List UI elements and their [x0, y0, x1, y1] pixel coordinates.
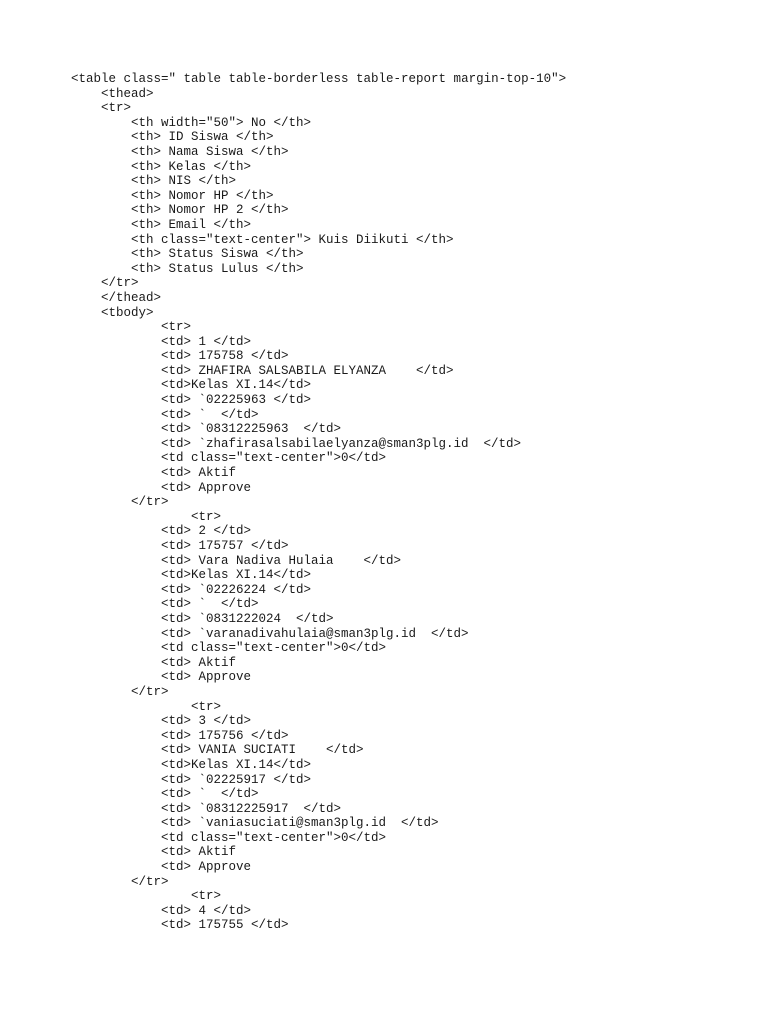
code-line [0, 758, 768, 773]
code-line [0, 320, 768, 335]
code-line-text: <td> Vara Nadiva Hulaia </td> [161, 553, 402, 568]
code-line-text: <td> `varanadivahulaia@sman3plg.id </td> [161, 626, 469, 641]
code-line [0, 670, 768, 685]
code-line-text: <th> ID Siswa </th> [131, 130, 274, 145]
code-line-text: </tr> [131, 684, 169, 699]
code-line [0, 510, 768, 525]
code-line-text: <td> Aktif [161, 845, 237, 860]
code-line [0, 349, 768, 364]
code-line-text: <td> Aktif [161, 466, 237, 481]
code-line-text: <th> Kelas </th> [131, 159, 252, 174]
code-line-text: <td>Kelas XI.14</td> [161, 757, 312, 772]
code-line-text: <td> Approve [161, 670, 252, 685]
code-line-text: <table class=" table table-borderless table-report margin-top-10"> [71, 72, 567, 86]
code-line [0, 306, 768, 321]
code-line [0, 597, 768, 612]
code-line-text: <td> ` </td> [161, 787, 259, 802]
code-line [0, 583, 768, 598]
code-line-text: <th> Nomor HP </th> [131, 188, 274, 203]
code-line [0, 87, 768, 102]
code-line [0, 524, 768, 539]
code-line-text: <td> `zhafirasalsabilaelyanza@sman3plg.id </td> [161, 436, 522, 451]
code-line [0, 481, 768, 496]
code-line [0, 189, 768, 204]
code-line-text: <td> 175756 </td> [161, 728, 289, 743]
code-line [0, 262, 768, 277]
code-line-text: <td> VANIA SUCIATI </td> [161, 743, 364, 758]
code-line-text: <th> Status Lulus </th> [131, 261, 304, 276]
code-line [0, 233, 768, 248]
code-line [0, 554, 768, 569]
code-line-text: <td class="text-center">0</td> [161, 641, 387, 656]
code-line-text: <tbody> [101, 305, 154, 320]
code-line-text: <th> NIS </th> [131, 174, 237, 189]
code-line [0, 612, 768, 627]
code-line [0, 145, 768, 160]
code-line-text: <th class="text-center"> Kuis Diikuti </th> [131, 232, 454, 247]
code-document [0, 72, 768, 933]
code-line-text: <td> Approve [161, 480, 252, 495]
code-line-text: <th> Nomor HP 2 </th> [131, 203, 289, 218]
code-line-text: <td> Approve [161, 860, 252, 875]
code-line-text: <tr> [161, 320, 192, 335]
code-line-text: </tr> [131, 874, 169, 889]
code-line-text: <td> `02225963 </td> [161, 393, 312, 408]
code-line-text: <tr> [191, 699, 222, 714]
code-line-text: <td> `08312225963 </td> [161, 422, 342, 437]
code-line [0, 918, 768, 933]
code-line [0, 889, 768, 904]
code-line [0, 875, 768, 890]
code-line [0, 773, 768, 788]
code-line [0, 276, 768, 291]
code-line [0, 729, 768, 744]
code-line [0, 685, 768, 700]
code-line-text: </thead> [101, 290, 162, 305]
code-line [0, 408, 768, 423]
code-line-text: <th> Email </th> [131, 217, 252, 232]
code-line-text: <td class="text-center">0</td> [161, 451, 387, 466]
code-line [0, 845, 768, 860]
code-line [0, 335, 768, 350]
code-line-text: <thead> [101, 86, 154, 101]
code-line [0, 218, 768, 233]
code-line [0, 203, 768, 218]
code-line [0, 291, 768, 306]
code-line [0, 393, 768, 408]
code-line-text: <td> 2 </td> [161, 524, 252, 539]
code-line-text: <td> `02226224 </td> [161, 582, 312, 597]
code-line-text: <th> Status Siswa </th> [131, 247, 304, 262]
code-line-text: <td> ` </td> [161, 597, 259, 612]
code-line-text: </tr> [101, 276, 139, 291]
code-line [0, 802, 768, 817]
code-line [0, 466, 768, 481]
code-line-text: <td> Aktif [161, 655, 237, 670]
code-line [0, 743, 768, 758]
code-line [0, 422, 768, 437]
code-line [0, 539, 768, 554]
code-line [0, 860, 768, 875]
code-line [0, 247, 768, 262]
code-line-text: <td> `vaniasuciati@sman3plg.id </td> [161, 816, 439, 831]
code-line [0, 627, 768, 642]
code-line [0, 714, 768, 729]
code-line [0, 160, 768, 175]
code-line-text: <td> ` </td> [161, 407, 259, 422]
code-line [0, 130, 768, 145]
code-line [0, 72, 768, 87]
code-line [0, 831, 768, 846]
code-line-text: <td> 4 </td> [161, 903, 252, 918]
code-line-text: <td class="text-center">0</td> [161, 830, 387, 845]
code-line-text: <td> 3 </td> [161, 714, 252, 729]
code-line [0, 101, 768, 116]
code-line [0, 568, 768, 583]
code-line-text: <th width="50"> No </th> [131, 115, 312, 130]
code-line [0, 816, 768, 831]
code-line-text: </tr> [131, 495, 169, 510]
code-line [0, 451, 768, 466]
code-line [0, 116, 768, 131]
code-line [0, 787, 768, 802]
code-line-text: <td> `02225917 </td> [161, 772, 312, 787]
code-line-text: <tr> [191, 509, 222, 524]
code-line-text: <tr> [101, 101, 132, 116]
code-line [0, 437, 768, 452]
code-line-text: <td> `0831222024 </td> [161, 611, 334, 626]
code-line-text: <tr> [191, 889, 222, 904]
code-line [0, 174, 768, 189]
code-line [0, 656, 768, 671]
code-line-text: <td> 175758 </td> [161, 349, 289, 364]
code-line-text: <td> ZHAFIRA SALSABILA ELYANZA </td> [161, 363, 454, 378]
code-line-text: <td> 1 </td> [161, 334, 252, 349]
code-line-text: <td> 175755 </td> [161, 918, 289, 933]
code-line-text: <td>Kelas XI.14</td> [161, 378, 312, 393]
code-line [0, 904, 768, 919]
code-line-text: <th> Nama Siswa </th> [131, 144, 289, 159]
code-line [0, 364, 768, 379]
code-line [0, 378, 768, 393]
code-line-text: <td> `08312225917 </td> [161, 801, 342, 816]
code-line [0, 641, 768, 656]
code-line [0, 495, 768, 510]
code-line-text: <td> 175757 </td> [161, 539, 289, 553]
code-line [0, 700, 768, 715]
code-line-text: <td>Kelas XI.14</td> [161, 568, 312, 583]
